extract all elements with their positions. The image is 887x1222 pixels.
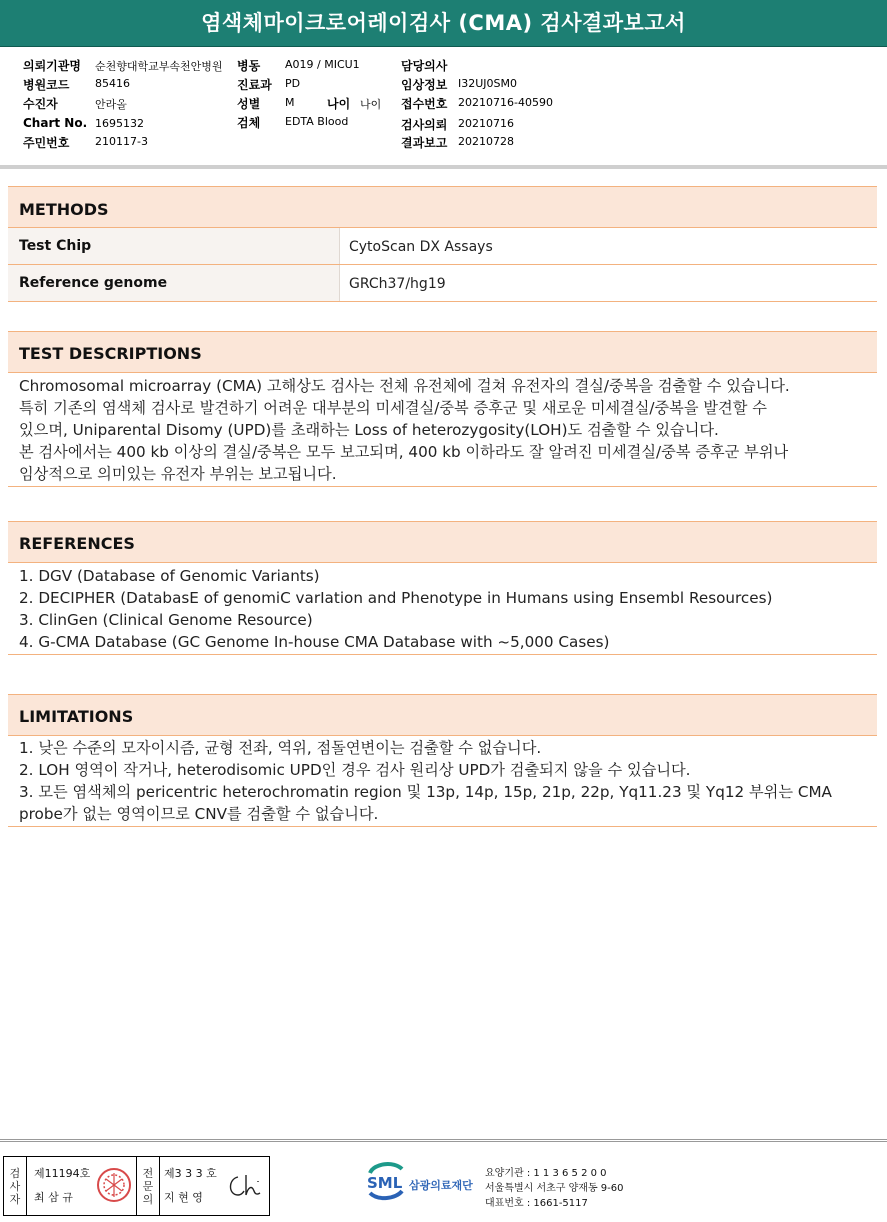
examiner-label-char: 검 <box>9 1166 21 1180</box>
descriptions-body <box>19 375 869 485</box>
report-title: 염색체마이크로어레이검사 (CMA) 검사결과보고서 <box>201 11 686 35</box>
references-heading-text: REFERENCES <box>19 534 135 553</box>
value-request-date: 20210716 <box>458 117 514 130</box>
reference-item: 2. DECIPHER (DatabasE of genomiC varIation and Phenotype in Humans using Ensembl Resources) <box>19 589 773 607</box>
specialist-label-char: 의 <box>142 1192 154 1206</box>
value-age: 나이 <box>360 98 382 111</box>
signature-box <box>3 1156 270 1216</box>
value-patient-name: 안라올 <box>95 98 127 111</box>
value-sex: M <box>285 96 295 109</box>
label-ward: 병동 <box>237 59 261 73</box>
limitations-heading <box>8 694 877 736</box>
methods-label-cell <box>8 228 340 264</box>
specialist-label-char: 문 <box>142 1179 154 1193</box>
specialist-name: 지 현 영 <box>164 1191 203 1204</box>
organization-address: 서울특별시 서초구 양재동 9-60 <box>485 1183 624 1194</box>
label-report-date: 결과보고 <box>401 136 448 150</box>
label-request-date: 검사의뢰 <box>401 118 448 132</box>
label-hospital-code: 병원코드 <box>23 78 70 92</box>
methods-label: Reference genome <box>19 275 168 291</box>
description-line: 있으며, Uniparental Disomy (UPD)를 초래하는 Loss of heterozygosity(LOH)도 검출할 수 있습니다. <box>19 421 719 439</box>
reference-item: 4. G-CMA Database (GC Genome In-house CMA Database with ~5,000 Cases) <box>19 633 610 651</box>
methods-heading-text: METHODS <box>19 200 109 219</box>
value-resident-no: 210117-3 <box>95 135 148 148</box>
report-header <box>0 0 887 47</box>
value-accession-no: 20210716-40590 <box>458 96 553 109</box>
patient-info <box>0 48 887 169</box>
limitation-line: 3. 모든 염색체의 pericentric heterochromatin region 및 13p, 14p, 15p, 21p, 22p, Yq11.23 및 Yq12 부위는 CMA <box>19 783 832 801</box>
report-footer <box>0 1139 887 1222</box>
limitation-line: 2. LOH 영역이 작거나, heterodisomic UPD인 경우 검사 원리상 UPD가 검출되지 않을 수 있습니다. <box>19 761 691 779</box>
description-line: 임상적으로 의미있는 유전자 부위는 보고됩니다. <box>19 465 337 483</box>
label-clinical-info: 임상정보 <box>401 78 448 92</box>
value-department: PD <box>285 77 301 90</box>
organization-name: 삼광의료재단 <box>409 1179 473 1192</box>
description-line: 특히 기존의 염색체 검사로 발견하기 어려운 대부분의 미세결실/중복 증후군 및 새로운 미세결실/중복을 발견할 수 <box>19 399 767 417</box>
label-age: 나이 <box>327 97 351 111</box>
references-heading <box>8 521 877 563</box>
label-chart-no: Chart No. <box>23 116 88 130</box>
value-specimen: EDTA Blood <box>285 115 349 128</box>
methods-value: GRCh37/hg19 <box>349 276 446 292</box>
label-resident-no: 주민번호 <box>23 136 70 150</box>
value-hospital-code: 85416 <box>95 77 130 90</box>
references-list <box>19 565 869 653</box>
examiner-label <box>4 1157 27 1215</box>
limitation-line: probe가 없는 영역이므로 CNV를 검출할 수 없습니다. <box>19 805 379 823</box>
care-institution-code: 요양기관 : 1 1 3 6 5 2 0 0 <box>485 1168 607 1179</box>
methods-label-cell <box>8 265 340 301</box>
examiner-seal-icon <box>96 1167 132 1203</box>
descriptions-heading-text: TEST DESCRIPTIONS <box>19 344 202 363</box>
specialist-license-no: 제3 3 3 호 <box>164 1167 217 1180</box>
limitations-body <box>19 737 869 825</box>
value-chart-no: 1695132 <box>95 117 144 130</box>
value-clinical-info: I32UJ0SM0 <box>458 77 518 90</box>
description-line: Chromosomal microarray (CMA) 고해상도 검사는 전체 유전체에 걸쳐 유전자의 결실/중복을 검출할 수 있습니다. <box>19 377 790 395</box>
methods-value: CytoScan DX Assays <box>349 239 493 255</box>
examiner-name: 최 삼 규 <box>34 1191 73 1204</box>
value-requesting-institution: 순천향대학교부속천안병원 <box>95 60 223 73</box>
organization-phone: 대표번호 : 1661-5117 <box>485 1198 588 1209</box>
examiner-label-char: 자 <box>9 1192 21 1206</box>
methods-heading <box>8 186 877 228</box>
description-line: 본 검사에서는 400 kb 이상의 결실/중복은 모두 보고되며, 400 kb 이하라도 잘 알려진 미세결실/중복 증후군 부위나 <box>19 443 789 461</box>
label-doctor: 담당의사 <box>401 59 448 73</box>
methods-label: Test Chip <box>19 238 92 254</box>
value-report-date: 20210728 <box>458 135 514 148</box>
descriptions-heading <box>8 331 877 373</box>
limitation-line: 1. 낮은 수준의 모자이시즘, 균형 전좌, 역위, 점돌연변이는 검출할 수 없습니다. <box>19 739 542 757</box>
methods-row-reference-genome <box>8 265 877 302</box>
label-accession-no: 접수번호 <box>401 97 448 111</box>
descriptions-divider <box>8 486 877 487</box>
reference-item: 3. ClinGen (Clinical Genome Resource) <box>19 611 313 629</box>
label-requesting-institution: 의뢰기관명 <box>23 59 81 73</box>
examiner-label-char: 사 <box>9 1179 21 1193</box>
examiner-license-no: 제11194호 <box>34 1167 91 1180</box>
sml-logo-text: SML <box>367 1174 403 1192</box>
specialist-label <box>136 1157 160 1215</box>
references-divider <box>8 654 877 655</box>
methods-row-test-chip <box>8 228 877 265</box>
signature-icon <box>224 1167 264 1203</box>
limitations-divider <box>8 826 877 827</box>
specialist-label-char: 전 <box>142 1166 154 1180</box>
reference-item: 1. DGV (Database of Genomic Variants) <box>19 567 320 585</box>
label-patient-name: 수진자 <box>23 97 58 111</box>
value-ward: A019 / MICU1 <box>285 58 360 71</box>
limitations-heading-text: LIMITATIONS <box>19 707 134 726</box>
label-specimen: 검체 <box>237 116 261 130</box>
label-sex: 성별 <box>237 97 261 111</box>
label-department: 진료과 <box>237 78 272 92</box>
